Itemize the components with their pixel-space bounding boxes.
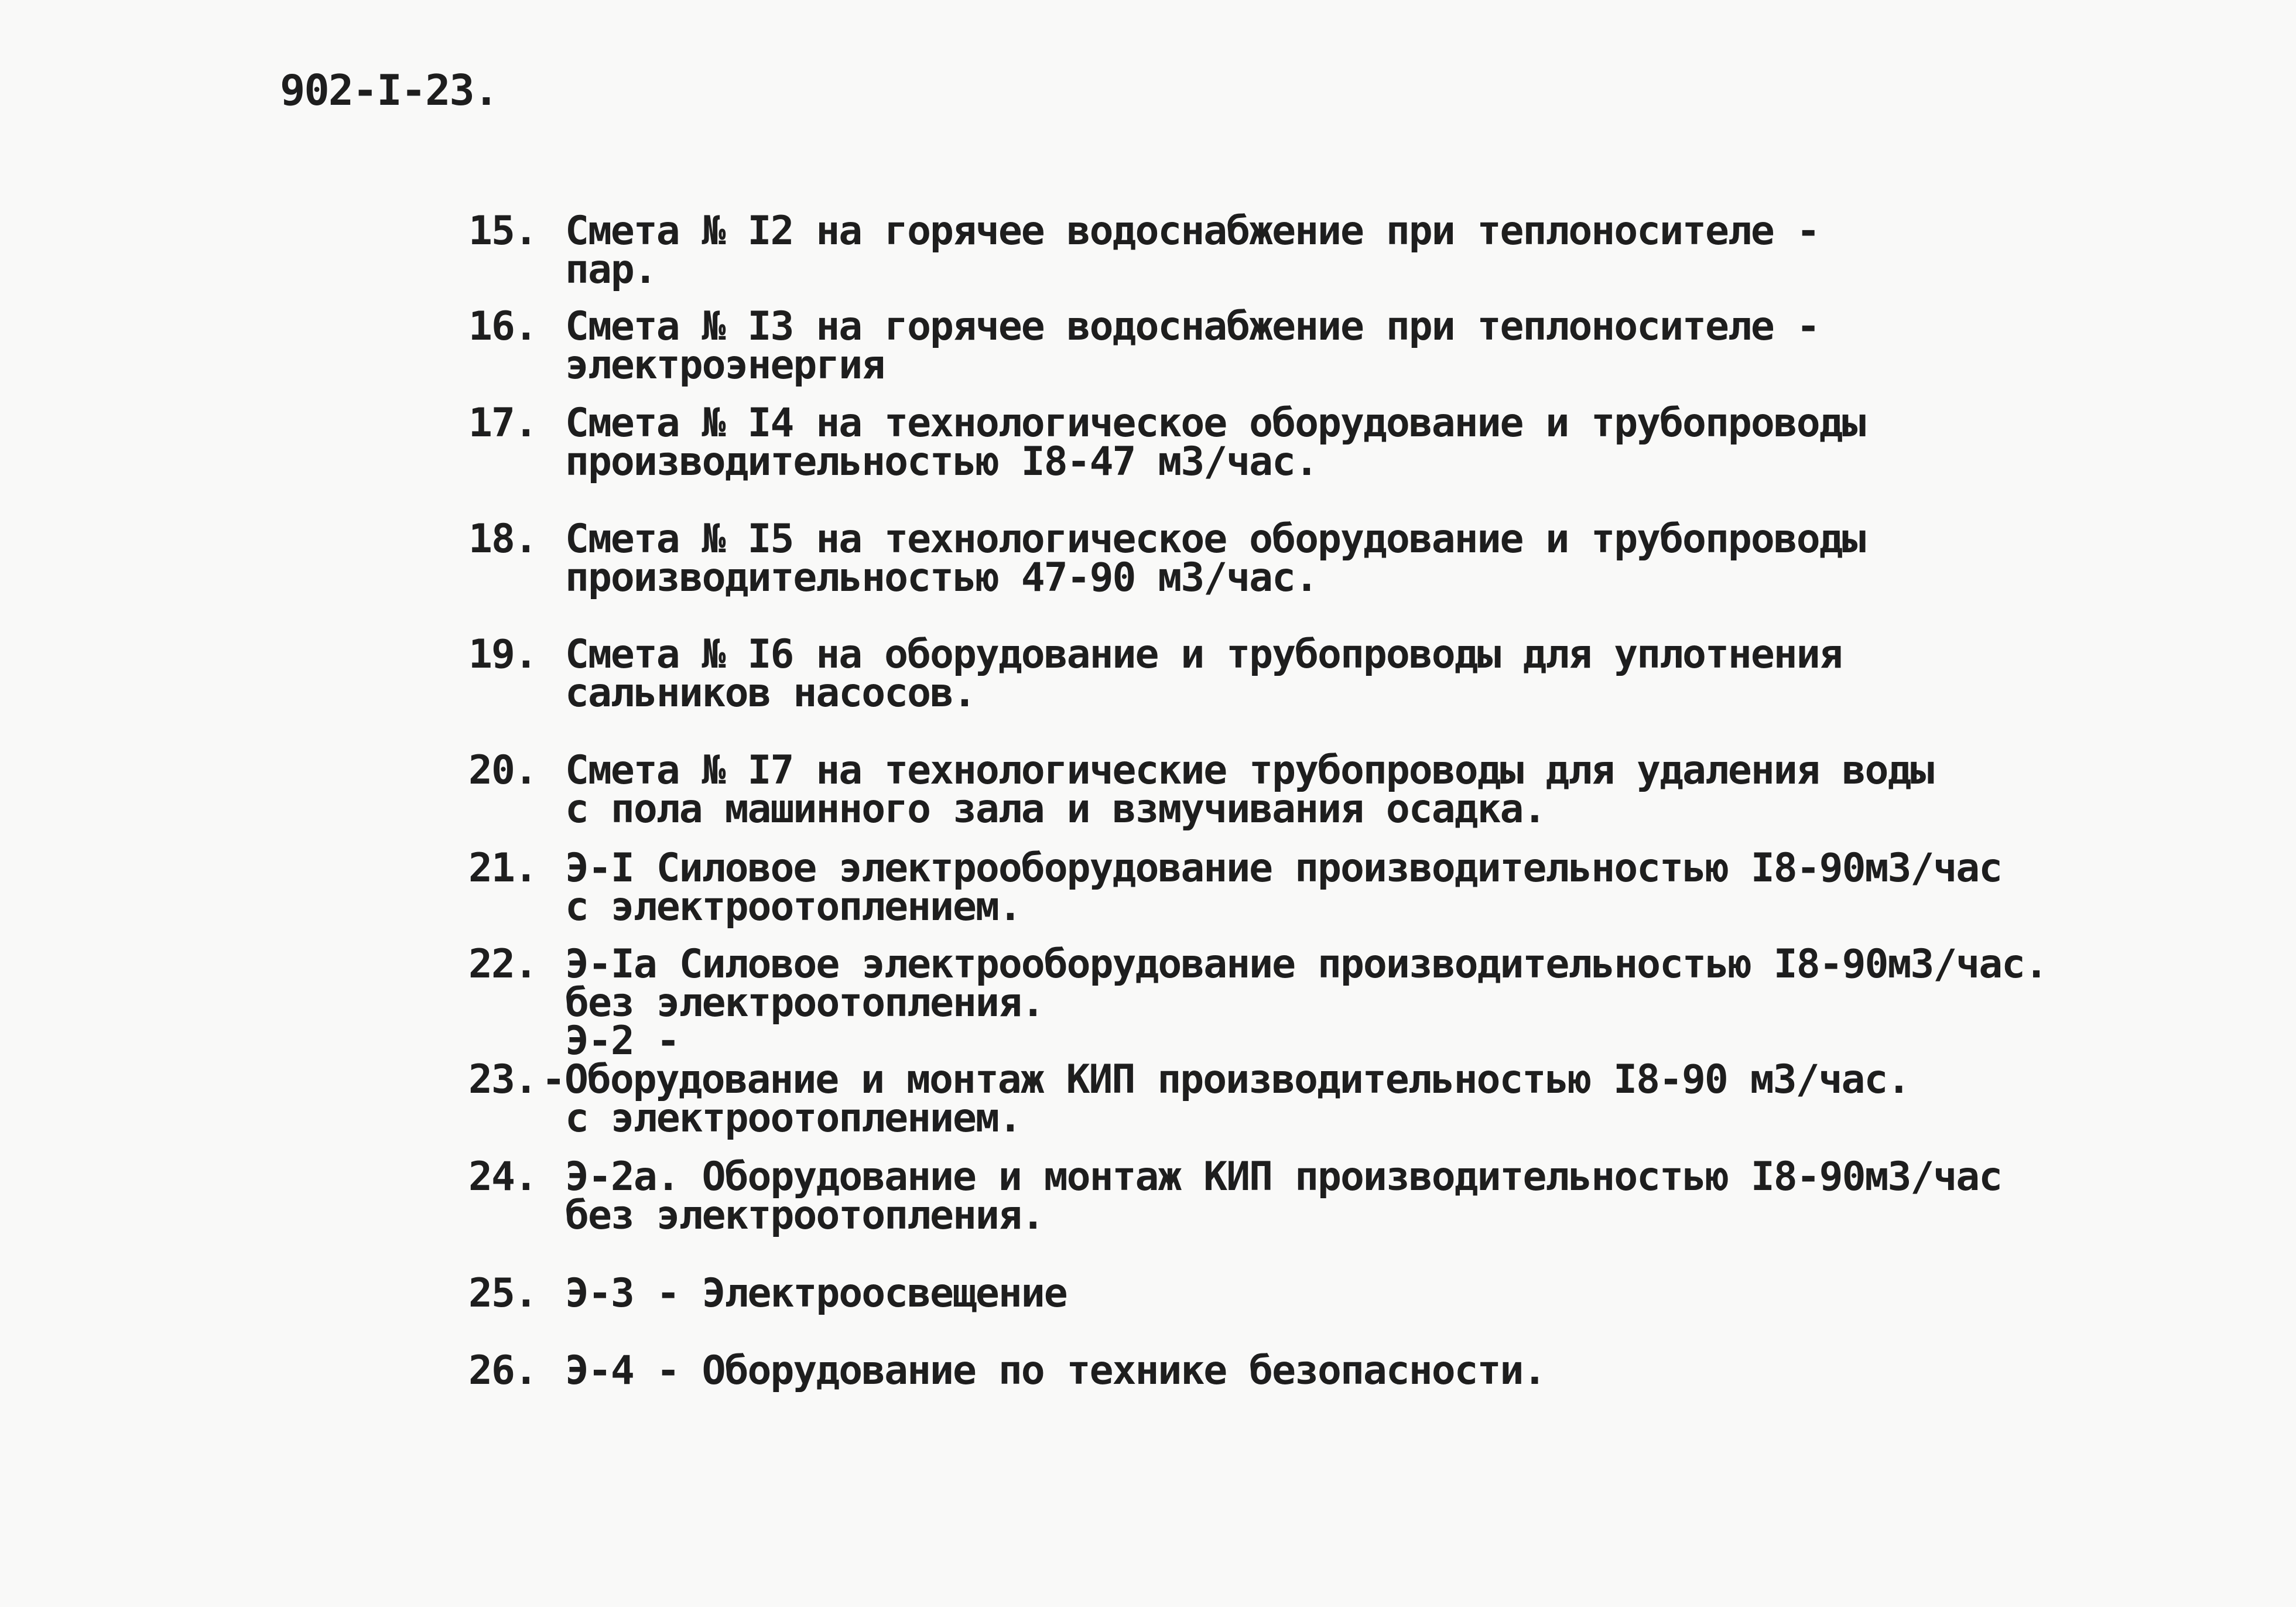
- item-number: 17.: [468, 400, 537, 446]
- document-code: 902-I-23.: [280, 66, 498, 115]
- item-text-line2: без электроотопления.: [565, 1192, 1044, 1239]
- item-text-line2: с пола машинного зала и взмучивания осадка.: [565, 786, 1546, 832]
- list-item: [468, 516, 1865, 601]
- list-item: [468, 747, 1934, 832]
- item-number: 15.: [468, 208, 537, 254]
- list-item: [468, 1154, 2002, 1239]
- item-text-line1: -Оборудование и монтаж КИП производительностью I8-90 м3/час.: [542, 1056, 1910, 1103]
- list-item: [468, 845, 2002, 930]
- item-prefix: Э-2 -: [565, 1018, 679, 1064]
- item-text-line1: Смета № I3 на горячее водоснабжение при теплоносителе -: [565, 303, 1819, 350]
- item-text-line1: Э-2а. Оборудование и монтаж КИП производительностью I8-90м3/час: [565, 1154, 2002, 1200]
- item-number: 22.: [468, 941, 537, 987]
- list-item: [468, 303, 1819, 388]
- item-text-line2: с электроотоплением.: [565, 884, 1021, 930]
- list-item: [468, 1018, 1910, 1141]
- item-number: 23.: [468, 1056, 537, 1103]
- list-item: [468, 1270, 1067, 1317]
- item-text-line1: Смета № I7 на технологические трубопроводы для удаления воды: [565, 747, 1934, 794]
- list-item: [468, 208, 1819, 293]
- item-number: 25.: [468, 1270, 537, 1317]
- item-text-line2: производительностью 47-90 м3/час.: [565, 555, 1318, 601]
- item-text-line1: Э-I Силовое электрооборудование производительностью I8-90м3/час: [565, 845, 2002, 891]
- item-number: 19.: [468, 631, 537, 678]
- list-item: [468, 631, 1842, 716]
- item-text-line2: пар.: [565, 247, 656, 293]
- item-text-line2: сальников насосов.: [565, 670, 976, 716]
- item-number: 26.: [468, 1348, 537, 1394]
- item-number: 18.: [468, 516, 537, 562]
- item-text-line1: Смета № I4 на технологическое оборудование и трубопроводы: [565, 400, 1865, 446]
- item-text-line2: электроэнергия: [565, 342, 885, 388]
- item-text-line1: Э-Iа Силовое электрооборудование производительностью I8-90м3/час.: [565, 941, 2048, 987]
- list-item: [468, 400, 1865, 485]
- list-item: [468, 941, 2048, 1026]
- item-text-line1: Э-4 - Оборудование по технике безопасности.: [565, 1348, 1546, 1394]
- item-text-line1: Э-3 - Электроосвещение: [565, 1270, 1067, 1317]
- item-number: 16.: [468, 303, 537, 350]
- item-text-line2: с электроотоплением.: [565, 1095, 1021, 1141]
- item-text-line1: Смета № I6 на оборудование и трубопроводы для уплотнения: [565, 631, 1842, 678]
- item-number: 21.: [468, 845, 537, 891]
- item-number: 24.: [468, 1154, 537, 1200]
- item-text-line1: Смета № I2 на горячее водоснабжение при теплоносителе -: [565, 208, 1819, 254]
- item-number: 20.: [468, 747, 537, 794]
- item-text-line2: производительностью I8-47 м3/час.: [565, 439, 1318, 485]
- item-text-line2: без электроотопления.: [565, 980, 1044, 1026]
- item-text-line1: Смета № I5 на технологическое оборудование и трубопроводы: [565, 516, 1865, 562]
- list-item: [468, 1348, 1546, 1394]
